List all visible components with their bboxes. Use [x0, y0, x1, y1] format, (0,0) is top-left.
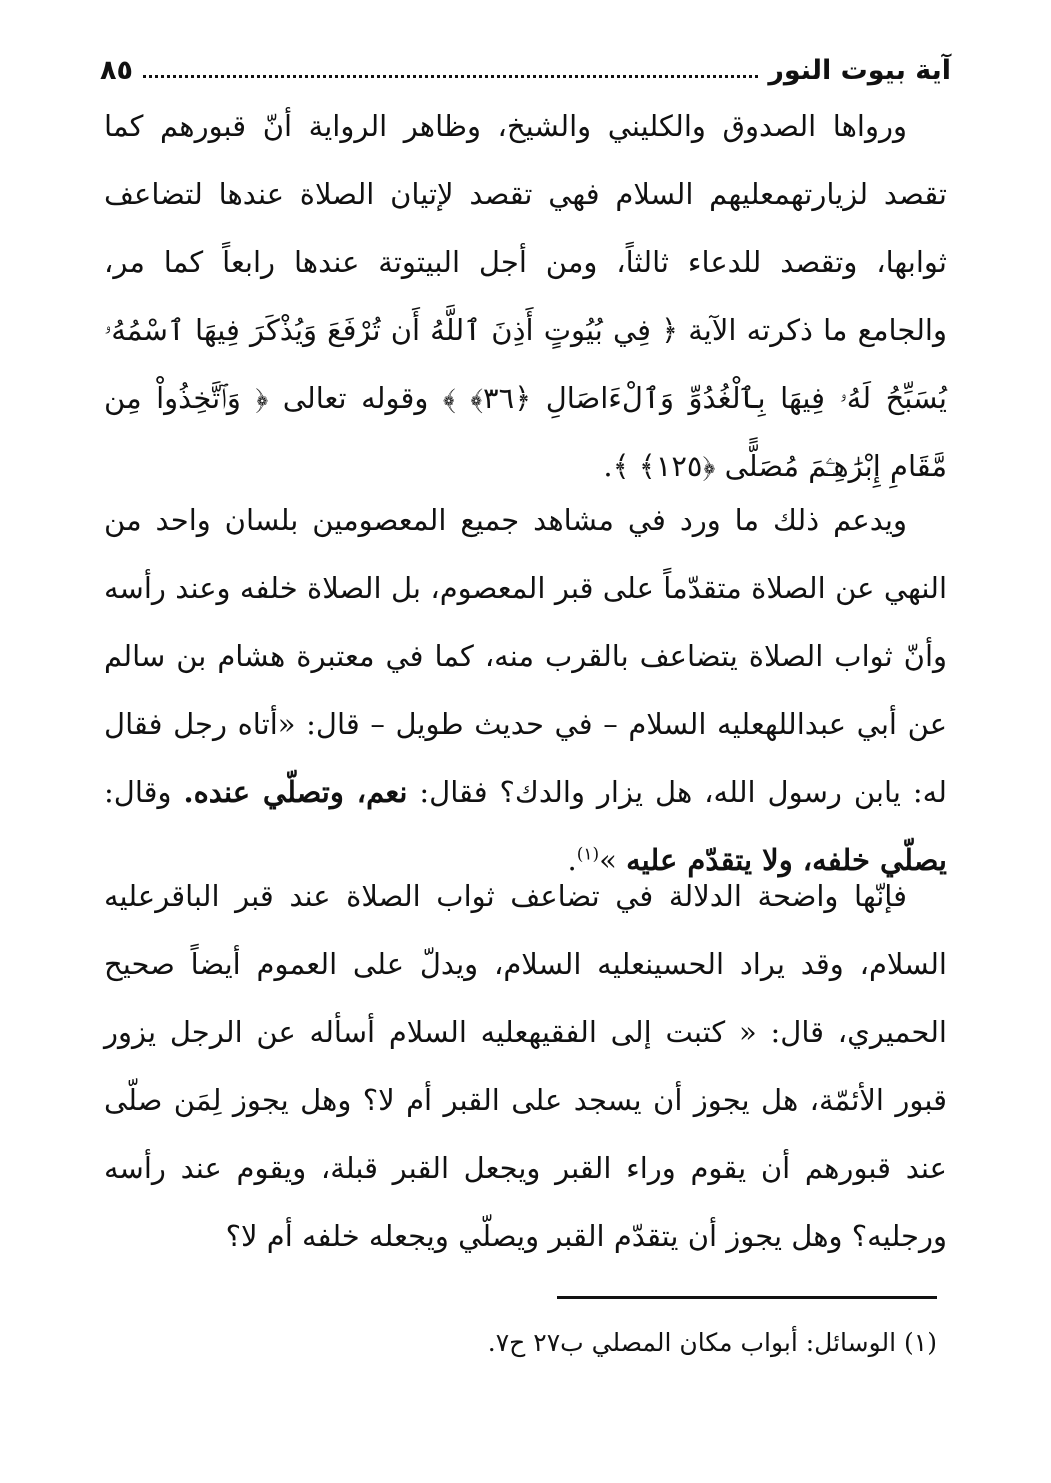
- paragraph-2-quote-1: نعم، وتصلّي عنده.: [183, 775, 408, 809]
- paragraph-1-text: ورواها الصدوق والكليني والشيخ، وظاهر الرواية أنّ قبورهم كما تقصد لزيارتهمعليهم السلام فهي تقصد لإتيان الصلاة عندها لتضاعف ثوابها، وتقصد للدعاء ثالثاً، ومن أجل البيتوتة عندها رابعاً كما مر، والجامع ما ذكرته الآية ﴿ فِي بُيُوتٍ أَذِنَ ٱللَّهُ أَن تُرْفَعَ وَيُذْكَرَ فِيهَا ٱسْمُهُۥ يُسَبِّحُ لَهُۥ فِيهَا بِٱلْغُدُوِّ وَٱلْءَاصَالِ ﴿٣٦﴾ ﴾ وقوله تعالى ﴿ وَٱتَّخِذُواْ مِن مَّقَامِ إِبْرَٰهِـۧمَ مُصَلًّى ﴿١٢٥﴾ ﴾.: [104, 109, 947, 483]
- paragraph-2-text: ويدعم ذلك ما ورد في مشاهد جميع المعصومين بلسان واحد من النهي عن الصلاة متقدّماً على قبر المعصوم، بل الصلاة خلفه وعند رأسه وأنّ ثواب الصلاة يتضاعف بالقرب منه، كما في معتبرة هشام بن سالم عن أبي عبداللهعليه السلام – في حديث طويل – قال: «أتاه رجل فقال له: يابن رسول الله، هل يزار والدك؟ فقال:: [104, 503, 947, 809]
- page-header: [100, 42, 951, 86]
- footnote-reference[interactable]: (١): [576, 844, 600, 865]
- paragraph-3-text: فإنّها واضحة الدلالة في تضاعف ثواب الصلاة عند قبر الباقرعليه السلام، وقد يراد الحسينعليه السلام، ويدلّ على العموم أيضاً صحيح الحميري، قال: « كتبت إلى الفقيهعليه السلام أسأله عن الرجل يزور قبور الأئمّة، هل يجوز أن يسجد على القبر أم لا؟ وهل يجوز لِمَن صلّى عند قبورهم أن يقوم وراء القبر ويجعل القبر قبلة، ويقوم عند رأسه ورجليه؟ وهل يجوز أن يتقدّم القبر ويصلّي ويجعله خلفه أم لا؟: [104, 879, 947, 1253]
- paragraph-2-period: .: [567, 843, 577, 877]
- leader-dots: [143, 75, 758, 78]
- page-number: ٨٥: [100, 55, 133, 86]
- paragraph-2: [104, 486, 947, 894]
- paragraph-2-text-2: وقال:: [104, 775, 184, 809]
- footnote: (١) الوسائل: أبواب مكان المصلي ب٢٧ ح٧.: [487, 1328, 937, 1357]
- paragraph-2-quote-close: »: [599, 843, 627, 877]
- running-title: آية بيوت النور: [768, 55, 951, 86]
- paragraph-1: [104, 92, 947, 500]
- paragraph-2-quote-2: يصلّي خلفه، ولا يتقدّم عليه: [626, 843, 947, 877]
- footnote-divider: [557, 1296, 937, 1299]
- paragraph-3: [104, 862, 947, 1270]
